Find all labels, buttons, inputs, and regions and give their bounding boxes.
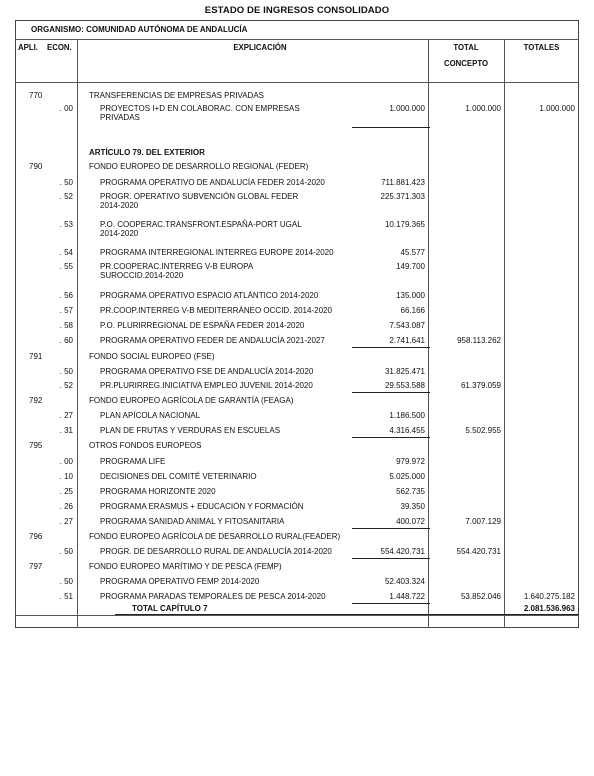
row-econ: . 27 <box>59 411 73 420</box>
row-description-line1: OTROS FONDOS EUROPEOS <box>89 441 202 450</box>
row-amount: 2.741.641 <box>389 336 425 345</box>
table-row <box>15 592 579 604</box>
header-totales: TOTALES <box>523 43 560 52</box>
row-amount: 52.403.324 <box>384 577 425 586</box>
row-description <box>100 367 350 376</box>
row-description <box>89 352 349 361</box>
row-description <box>100 472 350 481</box>
row-econ: . 00 <box>59 104 73 113</box>
row-econ: . 58 <box>59 321 73 330</box>
total-label: TOTAL CAPÍTULO 7 <box>132 604 208 613</box>
row-description-line1: PROGRAMA ERASMUS + EDUCACIÓN Y FORMACIÓN <box>100 502 304 511</box>
row-econ: . 56 <box>59 291 73 300</box>
row-description <box>100 178 350 187</box>
row-amount: 39.350 <box>400 502 425 511</box>
row-apli: 796 <box>29 532 43 541</box>
row-description-line1: PROGRAMA OPERATIVO FSE DE ANDALUCÍA 2014-2020 <box>100 367 314 376</box>
row-concept-total: 1.000.000 <box>465 104 501 113</box>
row-description <box>100 262 350 280</box>
row-apli: 797 <box>29 562 43 571</box>
row-description <box>100 381 350 390</box>
subtotal-underline <box>352 528 430 529</box>
row-description <box>100 306 350 315</box>
row-description-line1: PR.COOPERAC.INTERREG V-B EUROPA <box>100 262 254 271</box>
subtotal-underline <box>352 347 430 348</box>
row-description-line1: PR.COOP.INTERREG V-B MEDITERRÁNEO OCCID. 2014-2020 <box>100 306 332 315</box>
row-description <box>89 532 349 541</box>
row-amount: 31.825.471 <box>384 367 425 376</box>
row-concept-total: 5.502.955 <box>465 426 501 435</box>
row-econ: . 57 <box>59 306 73 315</box>
table-row <box>15 336 579 348</box>
row-description-line1: PROGRAMA OPERATIVO ESPACIO ATLÁNTICO 2014-2020 <box>100 291 319 300</box>
row-econ: . 55 <box>59 262 73 271</box>
row-concept-total: 958.113.262 <box>457 336 501 345</box>
table-row <box>15 487 579 499</box>
row-econ: . 52 <box>59 192 73 201</box>
row-econ: . 50 <box>59 178 73 187</box>
row-description <box>100 248 350 257</box>
table-row <box>15 192 579 210</box>
row-amount: 225.371.303 <box>380 192 425 201</box>
row-amount: 4.316.455 <box>389 426 425 435</box>
row-description-line1: PR.PLURIRREG.INICIATIVA EMPLEO JUVENIL 2014-2020 <box>100 381 313 390</box>
row-description-line1: TRANSFERENCIAS DE EMPRESAS PRIVADAS <box>89 91 264 100</box>
row-description-line2: 2014-2020 <box>100 229 139 238</box>
row-amount: 1.448.722 <box>389 592 425 601</box>
row-econ: . 27 <box>59 517 73 526</box>
row-description-line2: 2014-2020 <box>100 201 139 210</box>
row-description-line2: SUROCCID.2014-2020 <box>100 271 184 280</box>
row-econ: . 25 <box>59 487 73 496</box>
row-description-line1: FONDO EUROPEO DE DESARROLLO REGIONAL (FEDER) <box>89 162 309 171</box>
row-description-line1: PROGRAMA SANIDAD ANIMAL Y FITOSANITARIA <box>100 517 285 526</box>
row-amount: 45.577 <box>400 248 425 257</box>
header-total-concepto <box>428 40 504 82</box>
row-econ: . 50 <box>59 577 73 586</box>
header-econ: ECON. <box>47 43 72 52</box>
table-row <box>15 517 579 529</box>
table-row <box>15 457 579 469</box>
row-description-line1: PROYECTOS I+D EN COLABORAC. CON EMPRESAS <box>100 104 300 113</box>
row-description-line1: FONDO EUROPEO AGRÍCOLA DE GARANTÍA (FEAGA) <box>89 396 294 405</box>
row-description-line1: PROGRAMA HORIZONTE 2020 <box>100 487 216 496</box>
row-description <box>100 577 350 586</box>
row-apli: 792 <box>29 396 43 405</box>
row-econ: . 31 <box>59 426 73 435</box>
row-description-line1: P.O. PLURIRREGIONAL DE ESPAÑA FEDER 2014-2020 <box>100 321 305 330</box>
table-row <box>15 104 579 122</box>
row-amount: 10.179.365 <box>384 220 425 229</box>
subtotal-underline <box>352 558 430 559</box>
row-description-line1: P.O. COOPERAC.TRANSFRONT.ESPAÑA-PORT UGAL <box>100 220 302 229</box>
row-concept-total: 53.852.046 <box>460 592 501 601</box>
row-description-line1: PLAN DE FRUTAS Y VERDURAS EN ESCUELAS <box>100 426 281 435</box>
row-econ: . 51 <box>59 592 73 601</box>
table-row <box>15 162 579 174</box>
row-description-line1: DECISIONES DEL COMITÉ VETERINARIO <box>100 472 257 481</box>
row-description <box>100 411 350 420</box>
row-description <box>100 502 350 511</box>
row-amount: 66.166 <box>400 306 425 315</box>
table-row <box>15 532 579 544</box>
subtotal-underline <box>352 437 430 438</box>
row-description <box>89 148 349 157</box>
row-econ: . 10 <box>59 472 73 481</box>
row-description <box>100 291 350 300</box>
row-amount: 400.072 <box>396 517 425 526</box>
row-grand-total: 1.000.000 <box>539 104 575 113</box>
row-amount: 562.735 <box>396 487 425 496</box>
row-amount: 135.000 <box>396 291 425 300</box>
row-apli: 791 <box>29 352 43 361</box>
table-row <box>15 577 579 589</box>
row-amount: 5.025.000 <box>389 472 425 481</box>
table-row <box>15 367 579 379</box>
subtotal-underline <box>352 392 430 393</box>
row-description <box>89 91 349 100</box>
row-description <box>100 192 350 210</box>
row-amount: 979.972 <box>396 457 425 466</box>
row-amount: 711.881.423 <box>381 178 425 187</box>
table-row <box>15 321 579 333</box>
table-row <box>15 381 579 393</box>
row-apli: 795 <box>29 441 43 450</box>
header-total-concepto-line1: TOTAL <box>453 43 479 52</box>
row-description <box>100 336 350 345</box>
table-row <box>15 547 579 559</box>
row-concept-total: 7.007.129 <box>465 517 501 526</box>
organism-header <box>15 20 579 40</box>
row-description-line1: PLAN APÍCOLA NACIONAL <box>100 411 201 420</box>
header-divider <box>15 82 579 83</box>
row-econ: . 26 <box>59 502 73 511</box>
organism-label: ORGANISMO: COMUNIDAD AUTÓNOMA DE ANDALUCÍA <box>31 25 248 34</box>
header-explicacion: EXPLICACIÓN <box>233 43 287 52</box>
row-amount: 7.543.087 <box>389 321 425 330</box>
row-description <box>100 487 350 496</box>
row-description-line1: PROGRAMA OPERATIVO FEDER DE ANDALUCÍA 2021-2027 <box>100 336 325 345</box>
row-description-line1: FONDO EUROPEO AGRÍCOLA DE DESARROLLO RURAL(FEADER) <box>89 532 341 541</box>
table-row <box>15 262 579 280</box>
table-row <box>15 472 579 484</box>
row-econ: . 54 <box>59 248 73 257</box>
row-description-line1: PROGRAMA LIFE <box>100 457 166 466</box>
table-row <box>15 411 579 423</box>
row-econ: . 00 <box>59 457 73 466</box>
row-description <box>100 592 350 601</box>
table-row <box>15 441 579 453</box>
table-row <box>15 178 579 190</box>
table-row <box>15 148 579 160</box>
row-description <box>100 426 350 435</box>
row-description-line1: ARTÍCULO 79. DEL EXTERIOR <box>89 148 205 157</box>
table-row <box>15 396 579 408</box>
row-description <box>89 162 349 171</box>
row-description <box>100 104 350 122</box>
table-row <box>15 426 579 438</box>
table-row <box>15 562 579 574</box>
row-description <box>89 396 349 405</box>
row-description-line1: PROGRAMA OPERATIVO FEMP 2014-2020 <box>100 577 260 586</box>
row-amount: 1.000.000 <box>389 104 425 113</box>
row-amount: 554.420.731 <box>380 547 425 556</box>
row-description <box>89 441 349 450</box>
table-row <box>15 291 579 303</box>
row-description-line1: PROGRAMA OPERATIVO DE ANDALUCÍA FEDER 2014-2020 <box>100 178 325 187</box>
row-econ: . 52 <box>59 381 73 390</box>
row-apli: 790 <box>29 162 43 171</box>
row-econ: . 60 <box>59 336 73 345</box>
row-description <box>100 457 350 466</box>
table-row <box>15 306 579 318</box>
row-amount: 149.700 <box>396 262 425 271</box>
row-description-line1: PROGR. DE DESARROLLO RURAL DE ANDALUCÍA 2014-2020 <box>100 547 332 556</box>
row-description-line1: PROGRAMA PARADAS TEMPORALES DE PESCA 2014-2020 <box>100 592 326 601</box>
subtotal-underline <box>352 127 430 128</box>
row-description <box>100 220 350 238</box>
row-amount: 29.553.588 <box>384 381 425 390</box>
row-econ: . 50 <box>59 367 73 376</box>
row-description <box>89 562 349 571</box>
row-description <box>100 321 350 330</box>
row-amount: 1.186.500 <box>389 411 425 420</box>
row-econ: . 50 <box>59 547 73 556</box>
row-concept-total: 61.379.059 <box>460 381 501 390</box>
total-underline <box>115 614 579 615</box>
row-description-line1: PROGR. OPERATIVO SUBVENCIÓN GLOBAL FEDER <box>100 192 299 201</box>
row-description-line2: PRIVADAS <box>100 113 140 122</box>
table-row <box>15 248 579 260</box>
row-description-line1: PROGRAMA INTERREGIONAL INTERREG EUROPE 2014-2020 <box>100 248 334 257</box>
header-apli: APLI. <box>18 43 38 52</box>
table-row <box>15 502 579 514</box>
row-description <box>100 517 350 526</box>
row-grand-total: 1.640.275.182 <box>523 592 575 601</box>
header-total-concepto-line2: CONCEPTO <box>443 59 489 68</box>
total-value: 2.081.536.963 <box>523 604 575 613</box>
table-row <box>15 352 579 364</box>
row-description-line1: FONDO SOCIAL EUROPEO (FSE) <box>89 352 215 361</box>
row-econ: . 53 <box>59 220 73 229</box>
page-title: ESTADO DE INGRESOS CONSOLIDADO <box>204 5 390 16</box>
row-apli: 770 <box>29 91 43 100</box>
table-row <box>15 220 579 238</box>
row-concept-total: 554.420.731 <box>456 547 501 556</box>
row-description-line1: FONDO EUROPEO MARÍTIMO Y DE PESCA (FEMP) <box>89 562 282 571</box>
table-row <box>15 91 579 103</box>
row-description <box>100 547 350 556</box>
